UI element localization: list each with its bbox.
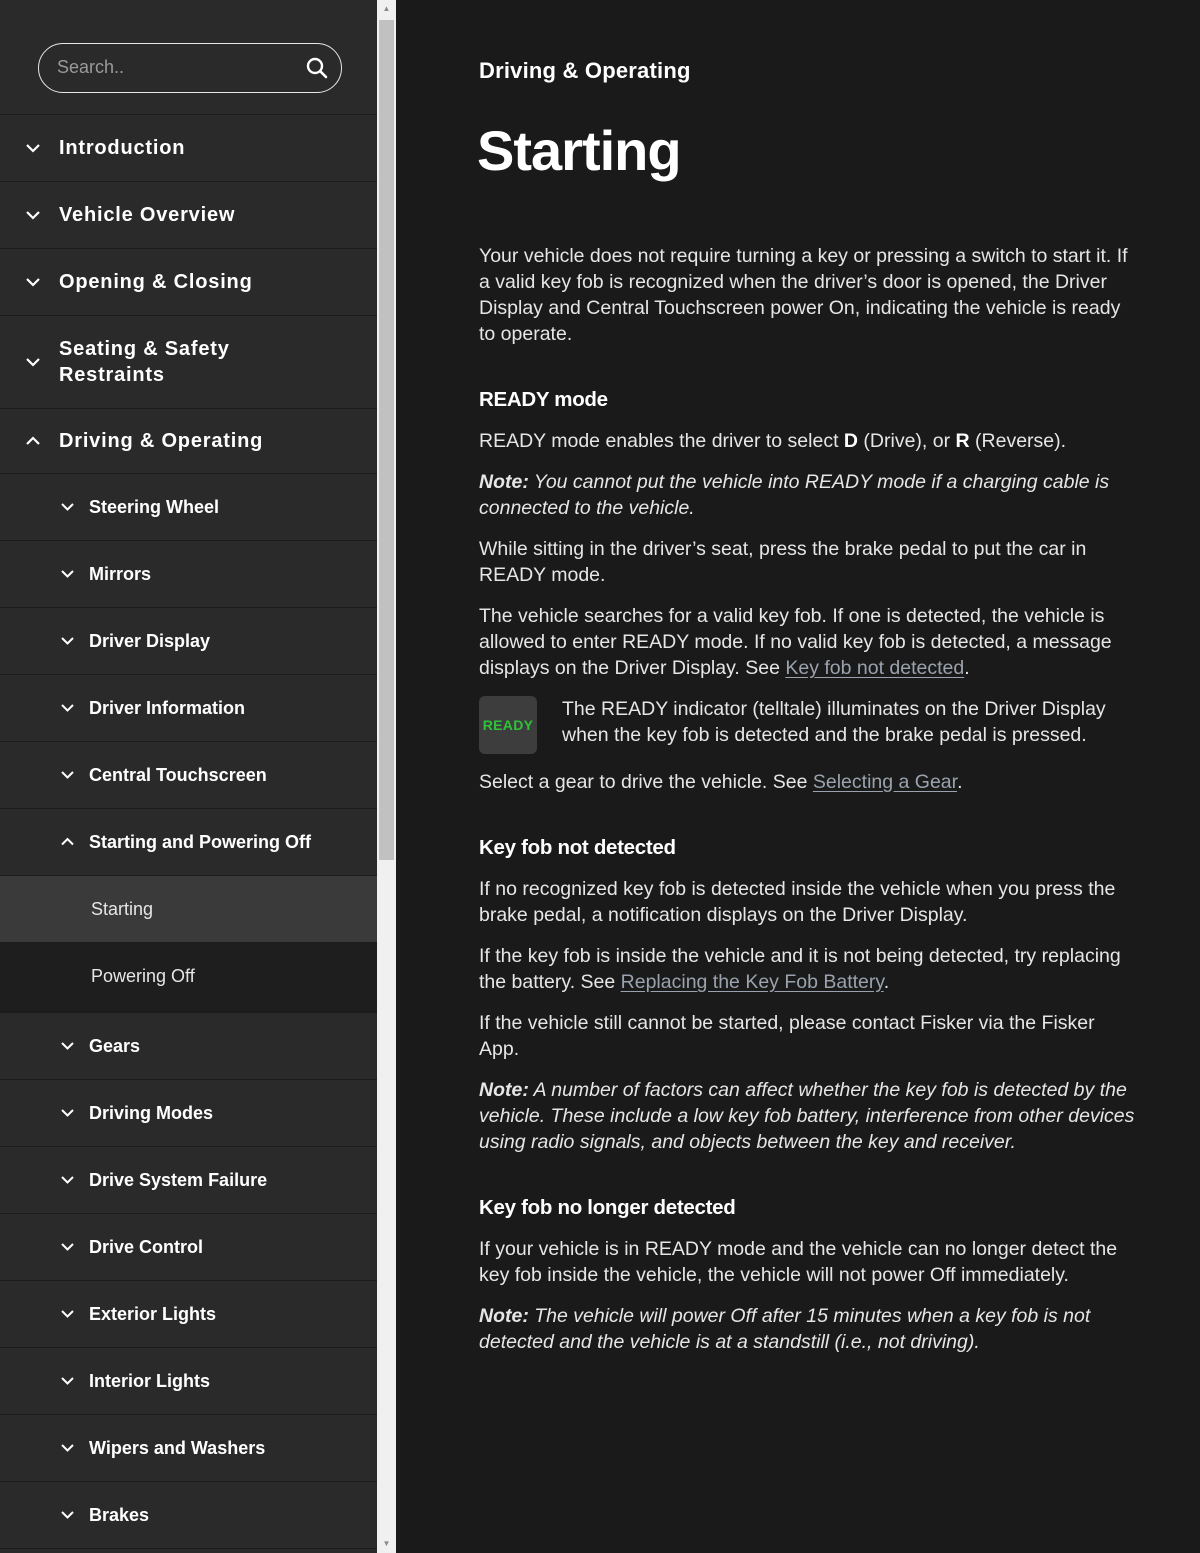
sidebar-subitem-interior-lights[interactable] — [0, 1348, 377, 1415]
sidebar-item-label: Seating & Safety Restraints — [59, 338, 230, 386]
breadcrumb[interactable]: Driving & Operating — [479, 58, 691, 83]
sidebar-subitem-starting-powering-off[interactable] — [0, 809, 377, 876]
ready-note — [479, 469, 1139, 521]
text-span: READY mode enables the driver to select — [479, 430, 844, 452]
note-text: You cannot put the vehicle into READY mode if a charging cable is connected to the vehicle. — [479, 471, 1110, 519]
no-longer-paragraph-1: If your vehicle is in READY mode and the vehicle can no longer detect the key fob inside the vehicle, the vehicle will not power Off immediately. — [479, 1238, 1118, 1286]
text-span: Select a gear to drive the vehicle. See — [479, 771, 813, 793]
chevron-down-icon — [59, 700, 76, 716]
sidebar-subitem-wipers-washers[interactable] — [0, 1415, 377, 1482]
ready-indicator-text: The READY indicator (telltale) illuminates on the Driver Display when the key fob is detected and the brake pedal is pressed. — [562, 698, 1106, 746]
sidebar-item-label: Opening & Closing — [59, 270, 253, 293]
sidebar-leaf-powering-off[interactable] — [0, 943, 377, 1010]
page-title: Starting — [477, 119, 681, 182]
text-span: . — [964, 657, 970, 679]
search-input[interactable] — [57, 44, 297, 91]
gear-d: D — [843, 430, 859, 452]
chevron-down-icon — [59, 1507, 76, 1523]
sidebar-item-label: Drive System Failure — [89, 1169, 268, 1190]
scrollbar-thumb[interactable] — [379, 20, 394, 860]
sidebar-item-label: Driver Information — [89, 697, 246, 718]
chevron-down-icon — [59, 767, 76, 783]
chevron-down-icon — [59, 499, 76, 515]
sidebar-item-label: Driver Display — [89, 630, 211, 651]
sidebar-subitem-exterior-lights[interactable] — [0, 1281, 377, 1348]
sidebar-item-label: Steering Wheel — [89, 496, 220, 517]
chevron-down-icon — [59, 1373, 76, 1389]
note-label: Note: — [479, 1079, 529, 1101]
ready-paragraph-1 — [479, 428, 1139, 454]
sidebar-subitem-driver-display[interactable] — [0, 608, 377, 675]
chevron-up-icon — [59, 834, 76, 850]
text-span: If the key fob is inside the vehicle and it is not being detected, try replacing the battery. See — [479, 945, 1121, 993]
sidebar-subitem-steering-wheel[interactable] — [0, 474, 377, 541]
sidebar-leaf-starting[interactable] — [0, 876, 377, 943]
not-detected-paragraph-3: If the vehicle still cannot be started, please contact Fisker via the Fisker App. — [479, 1012, 1095, 1060]
text-span: . — [883, 971, 890, 993]
chevron-down-icon — [24, 207, 42, 223]
sidebar-item-label: Interior Lights — [89, 1370, 210, 1391]
no-longer-note — [479, 1303, 1139, 1355]
not-detected-paragraph-2 — [479, 943, 1139, 995]
ready-indicator-row — [479, 696, 1139, 754]
ready-paragraph-2: While sitting in the driver’s seat, press the brake pedal to put the car in READY mode. — [479, 538, 1087, 586]
sidebar-subitem-brakes[interactable] — [0, 1482, 377, 1549]
sidebar-item-driving-operating[interactable] — [0, 409, 377, 474]
sidebar-item-label: Gears — [89, 1035, 141, 1056]
sidebar-item-label: Wipers and Washers — [89, 1437, 266, 1458]
link-replacing-key-fob-battery[interactable]: Replacing the Key Fob Battery — [620, 971, 884, 993]
text-span: (Drive), or — [858, 430, 956, 452]
sidebar-item-label: Central Touchscreen — [89, 764, 267, 785]
sidebar-item-label: Starting — [91, 898, 154, 919]
sidebar-item-label: Starting and Powering Off — [89, 831, 312, 852]
sidebar-item-label: Mirrors — [89, 563, 152, 584]
text-span: (Reverse). — [969, 430, 1067, 452]
not-detected-note — [479, 1077, 1139, 1155]
link-key-fob-not-detected[interactable]: Key fob not detected — [785, 657, 965, 679]
chevron-down-icon — [24, 354, 42, 370]
search-box[interactable] — [38, 43, 342, 93]
sidebar-subitem-drive-control[interactable] — [0, 1214, 377, 1281]
sidebar-subitem-gears[interactable] — [0, 1013, 377, 1080]
chevron-down-icon — [59, 1105, 76, 1121]
sidebar-subitem-driver-information[interactable] — [0, 675, 377, 742]
ready-paragraph-3 — [479, 603, 1139, 681]
note-text: The vehicle will power Off after 15 minutes when a key fob is not detected and the vehicle is at a standstill (i.e., not driving). — [479, 1305, 1091, 1353]
chevron-down-icon — [59, 633, 76, 649]
chevron-down-icon — [59, 566, 76, 582]
chevron-down-icon — [24, 274, 42, 290]
sidebar-scrollbar[interactable] — [377, 0, 396, 1553]
main-content — [396, 0, 1200, 1553]
gear-r: R — [955, 430, 970, 452]
chevron-down-icon — [59, 1306, 76, 1322]
sidebar-subitem-driving-modes[interactable] — [0, 1080, 377, 1147]
note-label: Note: — [479, 471, 529, 493]
sidebar-item-label: Powering Off — [91, 966, 195, 986]
article-body — [479, 243, 1139, 1370]
sidebar-item-opening-closing[interactable] — [0, 249, 377, 316]
sidebar-item-label: Drive Control — [89, 1236, 204, 1257]
sidebar-leaf-group — [0, 876, 377, 1013]
sidebar-item-introduction[interactable] — [0, 115, 377, 182]
chevron-down-icon — [59, 1172, 76, 1188]
ready-indicator-icon: READY — [479, 696, 537, 754]
sidebar-subitem-central-touchscreen[interactable] — [0, 742, 377, 809]
sidebar-item-label: Vehicle Overview — [59, 203, 236, 226]
section-heading-key-fob-not-detected: Key fob not detected — [479, 836, 676, 859]
search-area — [0, 0, 377, 115]
sidebar-item-seating-safety[interactable] — [0, 316, 377, 409]
intro-paragraph: Your vehicle does not require turning a key or pressing a switch to start it. If a valid key fob is recognized when the driver’s door is opened, the Driver Display and Central Touchscreen power On, indicating the vehicle is ready to operate. — [479, 245, 1128, 345]
chevron-down-icon — [59, 1239, 76, 1255]
sidebar-item-label: Driving & Operating — [59, 429, 264, 452]
chevron-down-icon — [59, 1440, 76, 1456]
sidebar-item-label: Exterior Lights — [89, 1303, 217, 1324]
chevron-down-icon — [24, 140, 42, 156]
sidebar-item-label: Driving Modes — [89, 1102, 214, 1123]
ready-paragraph-4 — [479, 769, 1139, 795]
note-text: A number of factors can affect whether the key fob is detected by the vehicle. These include a low key fob battery, interference from other devices using radio signals, and objects between the key and receiver. — [479, 1079, 1135, 1153]
link-selecting-a-gear[interactable]: Selecting a Gear — [812, 771, 958, 793]
sidebar-subitem-mirrors[interactable] — [0, 541, 377, 608]
section-heading-key-fob-no-longer-detected: Key fob no longer detected — [479, 1196, 736, 1219]
sidebar-item-label: Brakes — [89, 1504, 150, 1525]
not-detected-paragraph-1: If no recognized key fob is detected inside the vehicle when you press the brake pedal, a notification displays on the Driver Display. — [479, 878, 1116, 926]
text-span: . — [957, 771, 963, 793]
scroll-down-arrow-icon[interactable]: ▼ — [382, 1539, 391, 1548]
note-label: Note: — [479, 1305, 529, 1327]
sidebar-subitem-drive-system-failure[interactable] — [0, 1147, 377, 1214]
scroll-up-arrow-icon[interactable]: ▲ — [382, 4, 391, 13]
section-heading-ready-mode: READY mode — [479, 388, 608, 411]
sidebar-nav — [0, 0, 377, 1553]
search-icon[interactable] — [305, 56, 329, 80]
sidebar-item-vehicle-overview[interactable] — [0, 182, 377, 249]
chevron-up-icon — [24, 433, 42, 449]
chevron-down-icon — [59, 1038, 76, 1054]
text-span: The vehicle searches for a valid key fob. If one is detected, the vehicle is allowed to enter READY mode. If no valid key fob is detected, a message displays on the Driver Display. See — [479, 605, 1112, 679]
sidebar-item-label: Introduction — [59, 136, 186, 159]
